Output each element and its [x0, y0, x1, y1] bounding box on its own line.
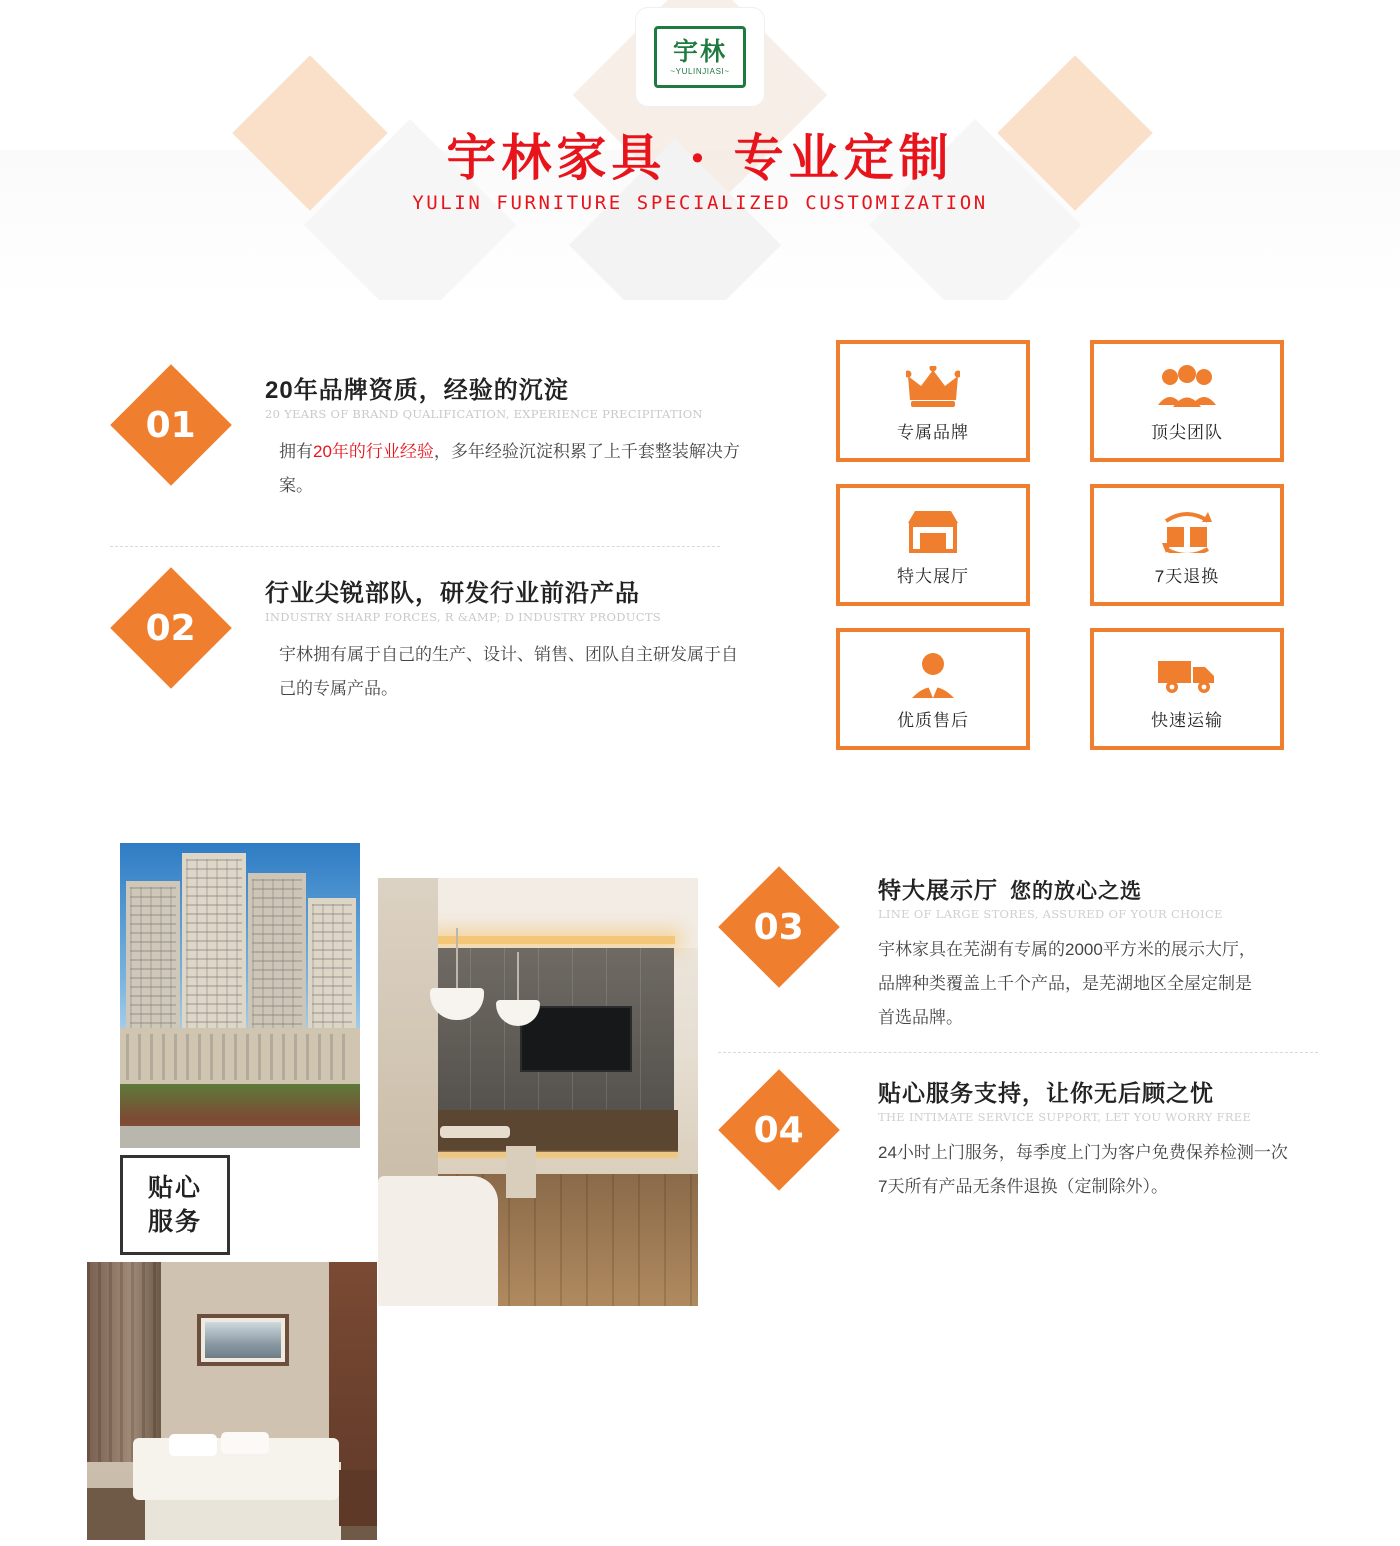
photo-bed-corner: [378, 1176, 498, 1306]
feature-item-04: [718, 1075, 1338, 1245]
feature-number-badge: [110, 364, 232, 486]
feature-number-badge: [110, 567, 232, 689]
feature-body: 宇林拥有属于自己的生产、设计、销售、团队自主研发属于自己的专属产品。: [279, 645, 738, 698]
feature-body-line: 首选品牌。: [878, 1008, 963, 1027]
truck-icon: [1157, 648, 1217, 702]
photo-framed-art: [197, 1314, 289, 1366]
feature-list-top: [110, 370, 750, 723]
feature-body-highlight: 20年的行业经验: [313, 442, 434, 461]
bedroom-photo: [87, 1262, 377, 1540]
photo-podium: [120, 1028, 360, 1086]
feature-divider: [718, 1052, 1318, 1053]
feature-body-line: 品牌种类覆盖上千个产品，是芜湖地区全屋定制是: [878, 974, 1252, 993]
yulin-logo-icon: [654, 26, 746, 88]
advantage-card-label: 顶尖团队: [1151, 422, 1223, 442]
photo-cove-light: [430, 936, 675, 944]
feature-divider: [110, 546, 720, 547]
advantage-card-label: 优质售后: [897, 710, 969, 730]
logo-pinyin-text: ~YULINJIASI~: [670, 66, 730, 76]
living-room-photo: [378, 878, 698, 1306]
service-agent-icon: [909, 648, 957, 702]
advantage-card-aftersales[interactable]: [836, 628, 1030, 750]
advantage-card-team[interactable]: [1090, 340, 1284, 462]
advantage-card-showroom[interactable]: [836, 484, 1030, 606]
feature-number-text: 03: [753, 906, 805, 948]
service-badge-line2: 服务: [147, 1207, 202, 1236]
feature-title: 20年品牌资质，经验的沉淀: [265, 377, 569, 404]
page-header: [0, 0, 1400, 300]
return-box-icon: [1158, 504, 1216, 558]
photo-road: [120, 1126, 360, 1148]
feature-body-line: 宇林家具在芜湖有专属的2000平方米的展示大厅，: [878, 940, 1256, 959]
advantage-card-label: 专属品牌: [897, 422, 969, 442]
feature-number-text: 01: [145, 404, 197, 446]
feature-number-badge: [718, 1069, 840, 1191]
feature-title-main: 特大展示厅: [878, 877, 998, 903]
service-badge: [120, 1155, 230, 1255]
advantage-card-return[interactable]: [1090, 484, 1284, 606]
brand-logo: [636, 8, 764, 106]
advantage-card-label: 特大展厅: [897, 566, 969, 586]
feature-title: [878, 872, 1338, 905]
feature-number-text: 02: [145, 607, 197, 649]
feature-subtitle: THE INTIMATE SERVICE SUPPORT, LET YOU WORRY FREE: [878, 1110, 1252, 1124]
team-icon: [1157, 360, 1217, 414]
advantage-card-shipping[interactable]: [1090, 628, 1284, 750]
storefront-icon: [906, 504, 960, 558]
photo-nightstand: [339, 1470, 377, 1526]
feature-title-main: 贴心服务支持，让你无后顾之忧: [878, 1080, 1214, 1106]
feature-number-badge: [718, 866, 840, 988]
advantage-card-label: 快速运输: [1151, 710, 1223, 730]
feature-subtitle: INDUSTRY SHARP FORCES, R &AMP; D INDUSTRY PRODUCTS: [265, 610, 661, 624]
feature-item-01: [110, 370, 750, 520]
feature-number-text: 04: [753, 1109, 805, 1151]
page-subtitle: YULIN FURNITURE SPECIALIZED CUSTOMIZATION: [412, 192, 988, 214]
feature-item-03: [718, 872, 1338, 1042]
photo-pillow: [169, 1434, 217, 1456]
feature-subtitle: LINE OF LARGE STORES, ASSURED OF YOUR CHOICE: [878, 907, 1223, 921]
feature-body-line: 7天所有产品无条件退换（定制除外）。: [878, 1177, 1168, 1196]
feature-body-line: 24小时上门服务，每季度上门为客户免费保养检测一次: [878, 1143, 1288, 1162]
feature-body: [878, 1136, 1338, 1204]
crown-icon: [906, 360, 960, 414]
advantage-card-brand[interactable]: [836, 340, 1030, 462]
feature-subtitle: 20 YEARS OF BRAND QUALIFICATION, EXPERIENCE PRECIPITATION: [265, 407, 703, 421]
logo-chinese-text: 宇林: [672, 36, 727, 66]
photo-pillow: [221, 1432, 269, 1454]
photo-tv: [520, 1006, 632, 1072]
feature-title: [878, 1075, 1338, 1108]
photo-left-wall: [378, 878, 438, 1208]
building-photo: [120, 843, 360, 1148]
advantage-card-label: 7天退换: [1154, 566, 1220, 586]
feature-list-bottom: [718, 872, 1338, 1245]
feature-item-02: [110, 573, 750, 723]
feature-body: [878, 933, 1338, 1035]
feature-body: [265, 435, 750, 503]
photo-table: [440, 1126, 510, 1138]
service-badge-line1: 贴心: [147, 1173, 202, 1202]
feature-body-post: ，多年经验沉淀积累了上千套整装解决方案。: [279, 442, 740, 495]
feature-title: 行业尖锐部队，研发行业前沿产品: [265, 580, 640, 607]
feature-title-sub: 您的放心之选: [1010, 880, 1142, 903]
photo-curtain: [87, 1262, 161, 1462]
advantage-icon-grid: [836, 340, 1284, 750]
feature-body-pre: 拥有: [279, 442, 313, 461]
photo-stool: [506, 1146, 536, 1198]
page-title: 宇林家具 · 专业定制: [446, 128, 954, 187]
